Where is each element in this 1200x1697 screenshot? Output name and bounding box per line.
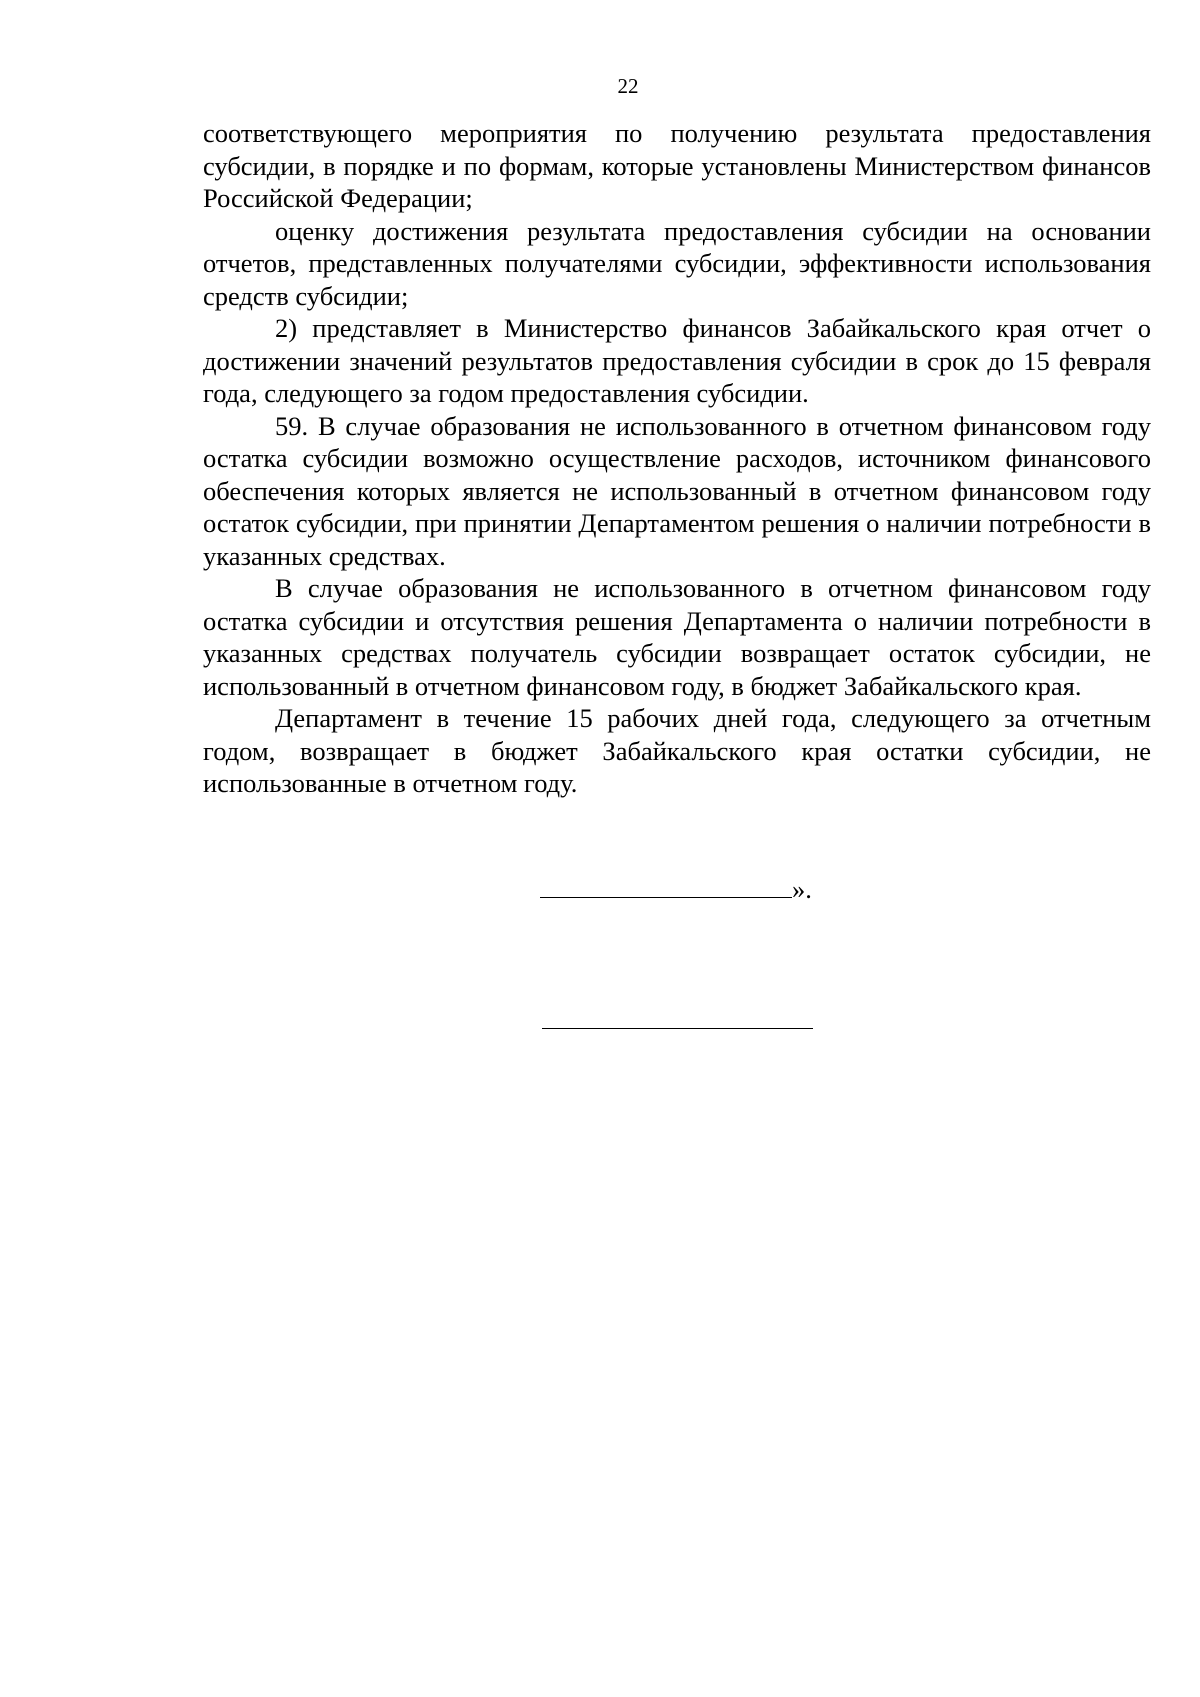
separator-line — [542, 1028, 813, 1029]
paragraph-item-59: 59. В случае образования не использованного в отчетном финансовом году остатка субсидии возможно осуществление расходов, источником финансового обеспечения которых является не использованный в отчетном финансовом году остаток субсидии, при принятии Департаментом решения о наличии потребности в указанных средствах. — [203, 410, 1151, 571]
paragraph-department-return: Департамент в течение 15 рабочих дней года, следующего за отчетным годом, возвращает в бюджет Забайкальского края остатки субсидии, не использованные в отчетном году. — [203, 703, 1151, 798]
closing-quote-mark: ». — [792, 874, 812, 904]
paragraph-assessment: оценку достижения результата предоставления субсидии на основании отчетов, представленных получателями субсидии, эффективности использования средств субсидии; — [203, 215, 1151, 311]
paragraph-continuation: соответствующего мероприятия по получению результата предоставления субсидии, в порядке и по формам, которые установлены Министерством финансов Российской Федерации; — [203, 118, 1151, 213]
paragraph-return-of-balance: В случае образования не использованного в отчетном финансовом году остатка субсидии и отсутствия решения Департамента о наличии потребности в указанных средствах получатель субсидии возвращает остаток субсидии, не использованный в отчетном финансовом году, в бюджет Забайкальского края. — [203, 573, 1151, 701]
closing-line — [540, 873, 812, 905]
paragraph-report-submission: 2) представляет в Министерство финансов Забайкальского края отчет о достижении значений результатов предоставления субсидии в срок до 15 февраля года, следующего за годом предоставления субсидии. — [203, 313, 1151, 408]
closing-underline — [540, 873, 792, 898]
page-number: 22 — [617, 74, 639, 98]
document-body — [203, 117, 1151, 800]
